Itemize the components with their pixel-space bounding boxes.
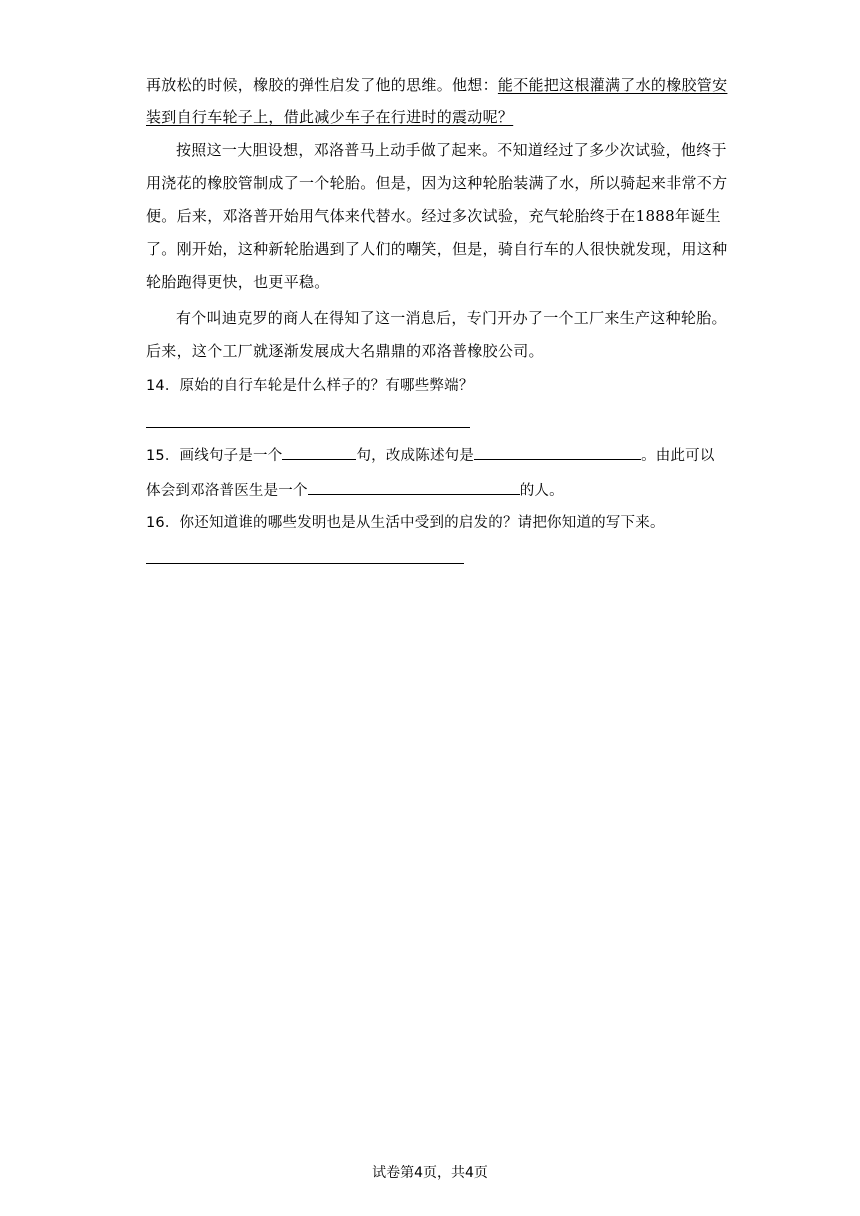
passage-line: 便。后来，邓洛普开始用气体来代替水。经过多次试验，充气轮胎终于在1888年诞生 [146,207,721,225]
question-text: 。由此可以 [641,448,715,464]
underlined-sentence: 装到自行车轮子上，借此减少车子在行进时的震动呢？ [146,108,514,126]
passage-line-1 [146,75,726,95]
question-15-line-1 [146,444,726,466]
fill-blank-sentence-type[interactable] [282,444,356,460]
page-footer: 试卷第4页，共4页 [372,1165,488,1181]
answer-line-16[interactable] [146,563,464,564]
question-16: 16．你还知道谁的哪些发明也是从生活中受到的启发的？请把你知道的写下来。 [146,515,665,531]
question-14: 14．原始的自行车轮是什么样子的？有哪些弊端？ [146,378,474,394]
passage-line: 轮胎跑得更快，也更平稳。 [146,273,330,291]
question-text: 体会到邓洛普医生是一个 [146,483,308,499]
question-text: 句，改成陈述句是 [356,448,475,464]
underlined-sentence: 能不能把这根灌满了水的橡胶管安 [497,76,728,94]
question-text: 15．画线句子是一个 [146,448,283,464]
passage-line-2 [146,107,726,127]
passage-text: 再放松的时候，橡胶的弹性启发了他的思维。他想： [146,76,498,94]
question-text: 的人。 [519,483,564,499]
passage-line: 了。刚开始，这种新轮胎遇到了人们的嘲笑，但是，骑自行车的人很快就发现，用这种 [146,240,728,258]
passage-line: 有个叫迪克罗的商人在得知了这一消息后，专门开办了一个工厂来生产这种轮胎。 [176,309,727,327]
passage-line: 用浇花的橡胶管制成了一个轮胎。但是，因为这种轮胎装满了水，所以骑起来非常不方 [146,174,728,192]
fill-blank-declarative[interactable] [474,444,641,460]
question-15-line-2 [146,479,726,501]
fill-blank-character[interactable] [308,479,520,495]
passage-line: 后来，这个工厂就逐渐发展成大名鼎鼎的邓洛普橡胶公司。 [146,342,544,360]
answer-line-14[interactable] [146,427,470,428]
passage-line: 按照这一大胆设想，邓洛普马上动手做了起来。不知道经过了多少次试验，他终于 [176,141,727,159]
